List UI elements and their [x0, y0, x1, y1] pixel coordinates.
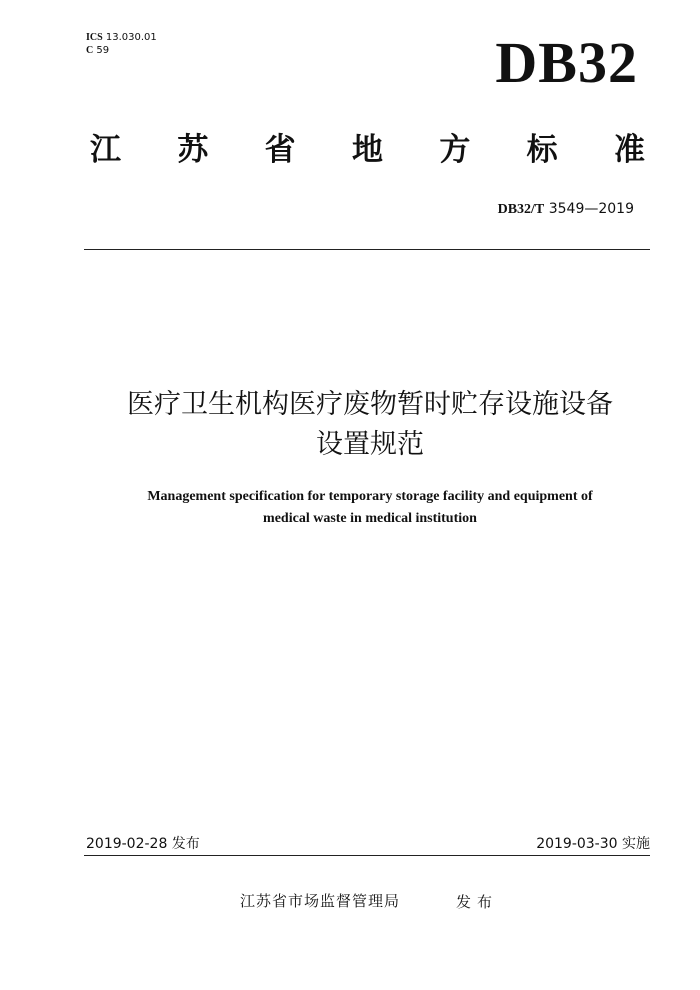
ics-code: 13.030.01	[105, 32, 157, 43]
standard-type-char: 苏	[177, 132, 209, 168]
english-title-line2: medical waste in medical institution	[263, 511, 477, 526]
classification-codes	[86, 31, 157, 57]
standard-type-char: 江	[90, 132, 121, 168]
ics-label: ICS	[86, 32, 103, 43]
standard-number-prefix: DB32/T	[497, 202, 545, 217]
ccs-label: C	[86, 45, 94, 56]
standard-type-char: 方	[439, 132, 471, 168]
english-title-line1: Management specification for temporary storage facility and equipment of	[147, 489, 593, 504]
issuing-authority: 江苏省市场监督管理局	[240, 892, 401, 910]
chinese-title	[40, 385, 700, 465]
standard-type-char: 准	[613, 132, 645, 168]
standard-number	[498, 201, 634, 218]
standard-type-heading	[90, 130, 645, 170]
english-title	[50, 486, 690, 530]
standard-number-value: 3549—2019	[548, 201, 634, 217]
standard-type-char: 省	[264, 132, 296, 168]
issue-date: 2019-02-28 发布	[86, 836, 200, 852]
ics-line	[86, 31, 157, 44]
ccs-code: 59	[96, 45, 110, 56]
issue-label: 发布	[456, 893, 499, 911]
standard-type-char: 地	[351, 132, 383, 168]
ccs-line	[86, 44, 157, 57]
bottom-divider	[84, 855, 650, 856]
standard-type-char: 标	[526, 132, 558, 168]
implementation-date: 2019-03-30 实施	[536, 836, 650, 852]
chinese-title-line1: 医疗卫生机构医疗废物暂时贮存设施设备	[127, 389, 613, 420]
chinese-title-line2: 设置规范	[316, 429, 424, 460]
standard-logo: DB32	[495, 30, 638, 95]
top-divider	[84, 249, 650, 250]
